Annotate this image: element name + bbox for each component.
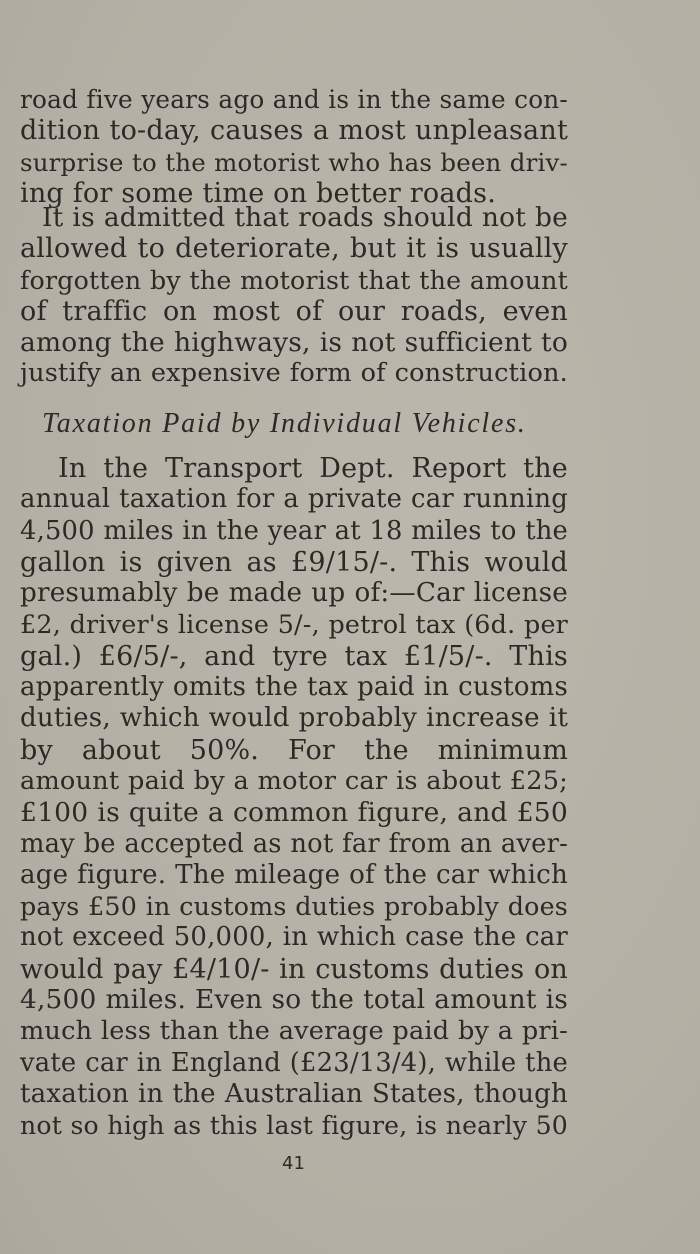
text-line: duties, which would probably increase it [20, 703, 568, 734]
text-line: may be accepted as not far from an aver- [20, 828, 568, 859]
text-line: gal.) £6/5/-, and tyre tax £1/5/-. This [20, 640, 568, 672]
text-line: £100 is quite a common figure, and £50 [20, 797, 568, 829]
paragraph-taxation [20, 453, 568, 1142]
text-line: age figure. The mileage of the car which [20, 859, 568, 890]
text-line: apparently omits the tax paid in customs [20, 672, 568, 703]
text-line: of traffic on most of our roads, even [20, 295, 568, 327]
paragraph-roads [20, 202, 568, 390]
text-line: not exceed 50,000, in which case the car [20, 922, 568, 953]
text-line: taxation in the Australian States, though [20, 1078, 568, 1109]
text-line: much less than the average paid by a pri- [20, 1016, 568, 1047]
text-line: forgotten by the motorist that the amount [20, 265, 568, 295]
text-line: allowed to deteriorate, but it is usually [20, 233, 568, 265]
text-line: In the Transport Dept. Report the [58, 453, 568, 484]
paragraph-continued [20, 84, 568, 209]
text-line: justify an expensive form of construction. [20, 358, 568, 389]
text-line: road five years ago and is in the same con- [20, 85, 568, 114]
text-line: It is admitted that roads should not be [42, 202, 568, 233]
section-heading: Taxation Paid by Individual Vehicles. [42, 408, 527, 439]
text-line: dition to-day, causes a most unpleasant [20, 115, 568, 147]
text-line: gallon is given as £9/15/-. This would [20, 546, 568, 578]
page-number: 41 [282, 1153, 305, 1174]
text-line: vate car in England (£23/13/4), while the [20, 1047, 568, 1078]
text-line: 4,500 miles. Even so the total amount is [20, 985, 568, 1016]
text-line: by about 50%. For the minimum [20, 734, 568, 766]
text-line: surprise to the motorist who has been driv- [20, 147, 568, 177]
text-line: would pay £4/10/- in customs duties on [20, 953, 568, 985]
text-line: ing for some time on better roads. [20, 177, 496, 209]
text-line: among the highways, is not sufficient to [20, 327, 568, 359]
text-line: amount paid by a motor car is about £25; [20, 765, 568, 796]
text-line: annual taxation for a private car running [20, 484, 568, 515]
text-line: £2, driver's license 5/-, petrol tax (6d. per [20, 609, 568, 640]
text-line: 4,500 miles in the year at 18 miles to the [20, 515, 568, 546]
text-line: not so high as this last figure, is nearly 50 [20, 1111, 568, 1141]
text-line: presumably be made up of:—Car license [20, 578, 568, 609]
text-line: pays £50 in customs duties probably does [20, 891, 568, 922]
